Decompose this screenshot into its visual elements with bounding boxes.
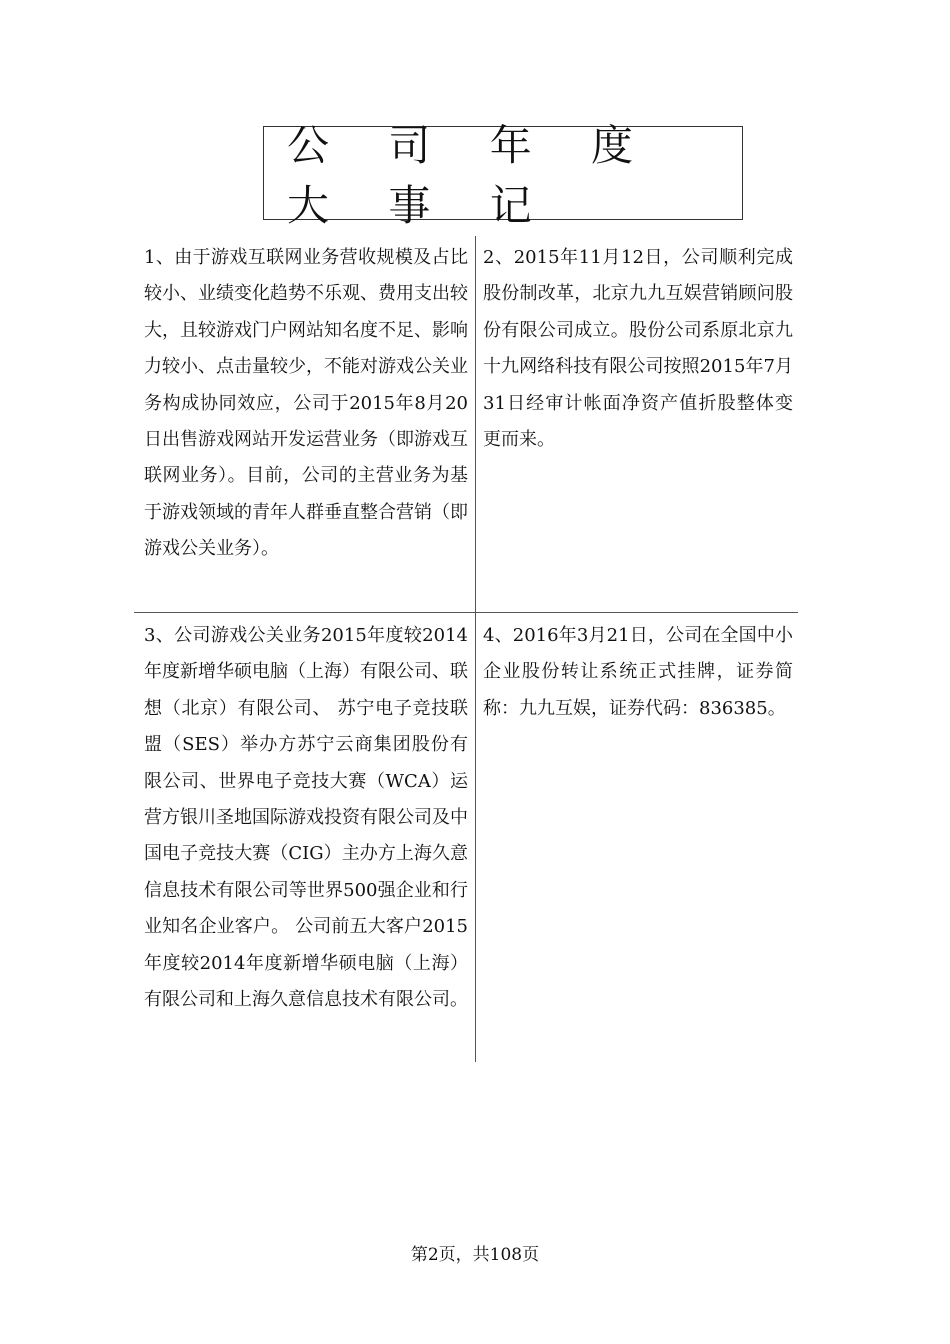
table-horizontal-divider: [134, 612, 798, 613]
table-vertical-divider: [475, 236, 476, 1062]
page-title: 公 司 年 度 大 事 记: [287, 121, 657, 230]
event-cell-1: 1、由于游戏互联网业务营收规模及占比较小、业绩变化趋势不乐观、费用支出较大，且较游戏门户网站知名度不足、影响力较小、点击量较少，不能对游戏公关业务构成协同效应，公司于2015年8月20日出售游戏网站开发运营业务（即游戏互联网业务）。目前，公司的主营业务为基于游戏领域的青年人群垂直整合营销（即游戏公关业务）。: [144, 247, 468, 560]
event-cell-2: 2、2015年11月12日，公司顺利完成股份制改革，北京九九互娱营销顾问股份有限公司成立。股份公司系原北京九十九网络科技有限公司按照2015年7月31日经审计帐面净资产值折股整体变更而来。: [483, 247, 793, 451]
event-cell-4: 4、2016年3月21日，公司在全国中小企业股份转让系统正式挂牌，证券简称：九九互娱，证券代码：836385。: [483, 625, 793, 719]
page-number-footer: 第2页，共108页: [410, 1245, 540, 1265]
event-cell-3: 3、公司游戏公关业务2015年度较2014年度新增华硕电脑（上海）有限公司、联想（北京）有限公司、 苏宁电子竞技联盟（SES）举办方苏宁云商集团股份有限公司、世界电子竞技大赛（WCA）运营方银川圣地国际游戏投资有限公司及中国电子竞技大赛（CIG）主办方上海久意信息技术有限公司等世界500强企业和行业知名企业客户。 公司前五大客户2015年度较2014年度新增华硕电脑（上海）有限公司和上海久意信息技术有限公司。: [144, 625, 468, 1011]
title-box: [263, 121, 743, 230]
